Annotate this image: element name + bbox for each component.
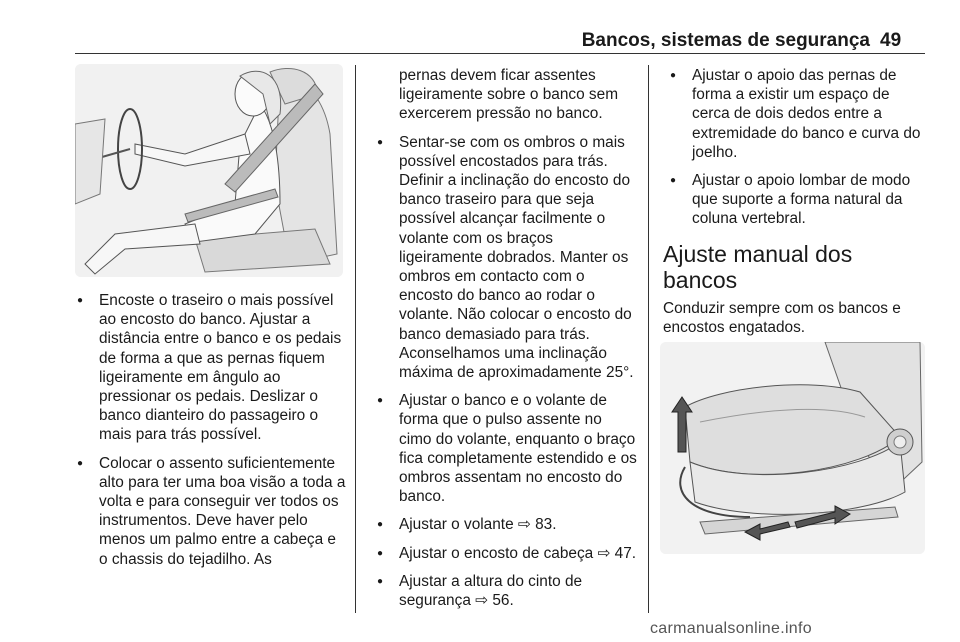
footer-watermark: carmanualsonline.info [650,620,812,637]
list-item: ● Ajustar o banco e o volante de forma que o pulso assente no cimo do volante, enquanto o braço fica completamente estendido e os ombros assentam no encosto do banco. [375,391,637,506]
column-divider-1 [355,65,356,613]
header-divider [75,53,925,54]
column-3 [663,66,930,387]
bullet-list [375,66,637,610]
list-item: ● Ajustar a altura do cinto de segurança ⇨ 56. [375,572,637,610]
section-paragraph: Conduzir sempre com os bancos e encostos engatados. [663,299,901,336]
list-item: ● Encoste o traseiro o mais possível ao encosto do banco. Ajustar a distância entre o banco e os pedais de forma a que as pernas fiquem ligeiramente em ângulo ao pressionar os pedais. Deslizar o banco dianteiro do passageiro o mais para trás possível. [75,291,347,445]
running-header-title: Bancos, sistemas de segurança [581,30,870,51]
column-2 [375,66,637,619]
column-divider-2 [648,65,649,613]
bullet-list [75,291,347,569]
list-item: ● Sentar-se com os ombros o mais possível encostados para trás. Definir a inclinação do encosto do banco traseiro para que seja possível alcançar facilmente o volante com os braços ligeiramente dobrados. Manter os ombros em contacto com o encosto do banco ao rodar o volante. Não colocar o encosto do banco demasiado para trás. Aconselhamos uma inclinação máxima de aproximadamente 25°. [375,133,637,383]
driver-seating-drawing [75,64,343,277]
seat-adjustment-illustration [660,342,925,554]
continued-text: pernas devem ficar assentes ligeiramente sobre o banco sem exercerem pressão no banco. [399,67,619,123]
list-item: ● Ajustar o encosto de cabeça ⇨ 47. [375,544,637,563]
section-heading: Ajuste manual dos bancos [663,240,853,293]
column-1 [75,291,347,578]
list-item: ● Ajustar o apoio lombar de modo que suporte a forma natural da coluna vertebral. [668,171,930,229]
list-item: ● Ajustar o volante ⇨ 83. [375,515,637,534]
bullet-list [668,66,930,229]
list-item: ● Ajustar o apoio das pernas de forma a existir um espaço de cerca de dois dedos entre a extremidade do banco e curva do joelho. [668,66,930,162]
driver-seating-illustration [75,64,343,277]
list-item: ● Colocar o assento suficientemente alto para ter uma boa visão a toda a volta e para conseguir ver todos os instrumentos. Deve haver pelo menos um palmo entre a cabeça e o chassis do tejadilho. As [75,454,347,569]
seat-adjustment-drawing [660,342,925,554]
page-number: 49 [880,30,902,51]
